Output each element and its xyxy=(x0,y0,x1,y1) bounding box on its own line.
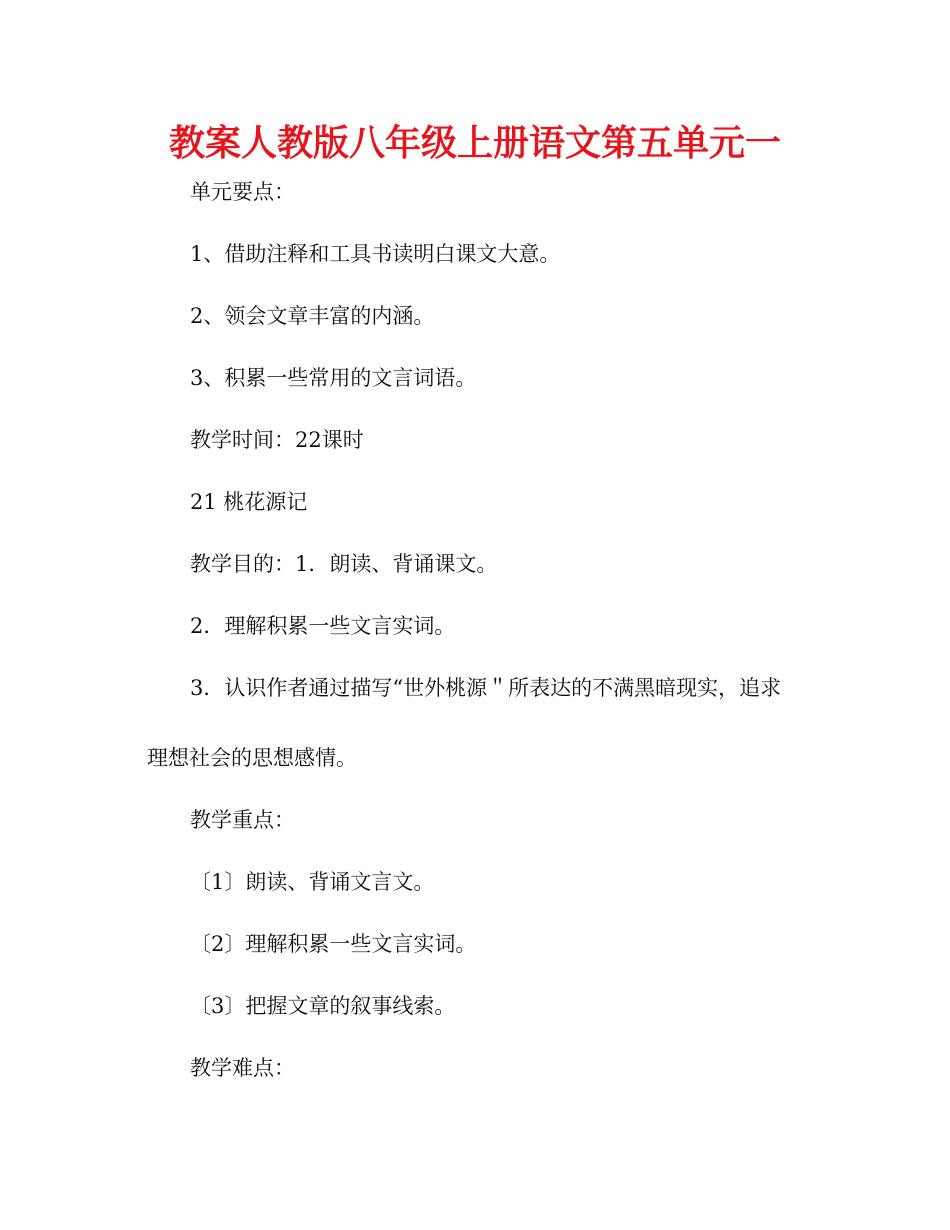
teaching-focus-1: 〔1〕朗读、背诵文言文。 xyxy=(190,870,435,894)
document-title: 教案人教版八年级上册语文第五单元一 xyxy=(168,123,781,164)
teaching-goal-1: 教学目的：1．朗读、背诵课文。 xyxy=(190,552,498,576)
teaching-goal-3-continued: 理想社会的思想感情。 xyxy=(147,746,357,770)
teaching-focus-heading: 教学重点： xyxy=(190,808,295,832)
lesson-title: 21 桃花源记 xyxy=(190,490,308,514)
key-point-2: 2、领会文章丰富的内涵。 xyxy=(190,304,435,328)
teaching-goal-2: 2．理解积累一些文言实词。 xyxy=(190,614,456,638)
teaching-goal-3: 3．认识作者通过描写“世外桃源＂所表达的不满黑暗现实，追求 xyxy=(190,676,782,700)
teaching-time: 教学时间：22课时 xyxy=(190,428,364,452)
key-point-1: 1、借助注释和工具书读明白课文大意。 xyxy=(190,242,561,266)
teaching-focus-2: 〔2〕理解积累一些文言实词。 xyxy=(190,932,477,956)
key-point-3: 3、积累一些常用的文言词语。 xyxy=(190,366,477,390)
teaching-difficulty-heading: 教学难点： xyxy=(190,1056,295,1080)
teaching-focus-3: 〔3〕把握文章的叙事线索。 xyxy=(190,994,456,1018)
unit-key-points-heading: 单元要点： xyxy=(190,180,295,204)
